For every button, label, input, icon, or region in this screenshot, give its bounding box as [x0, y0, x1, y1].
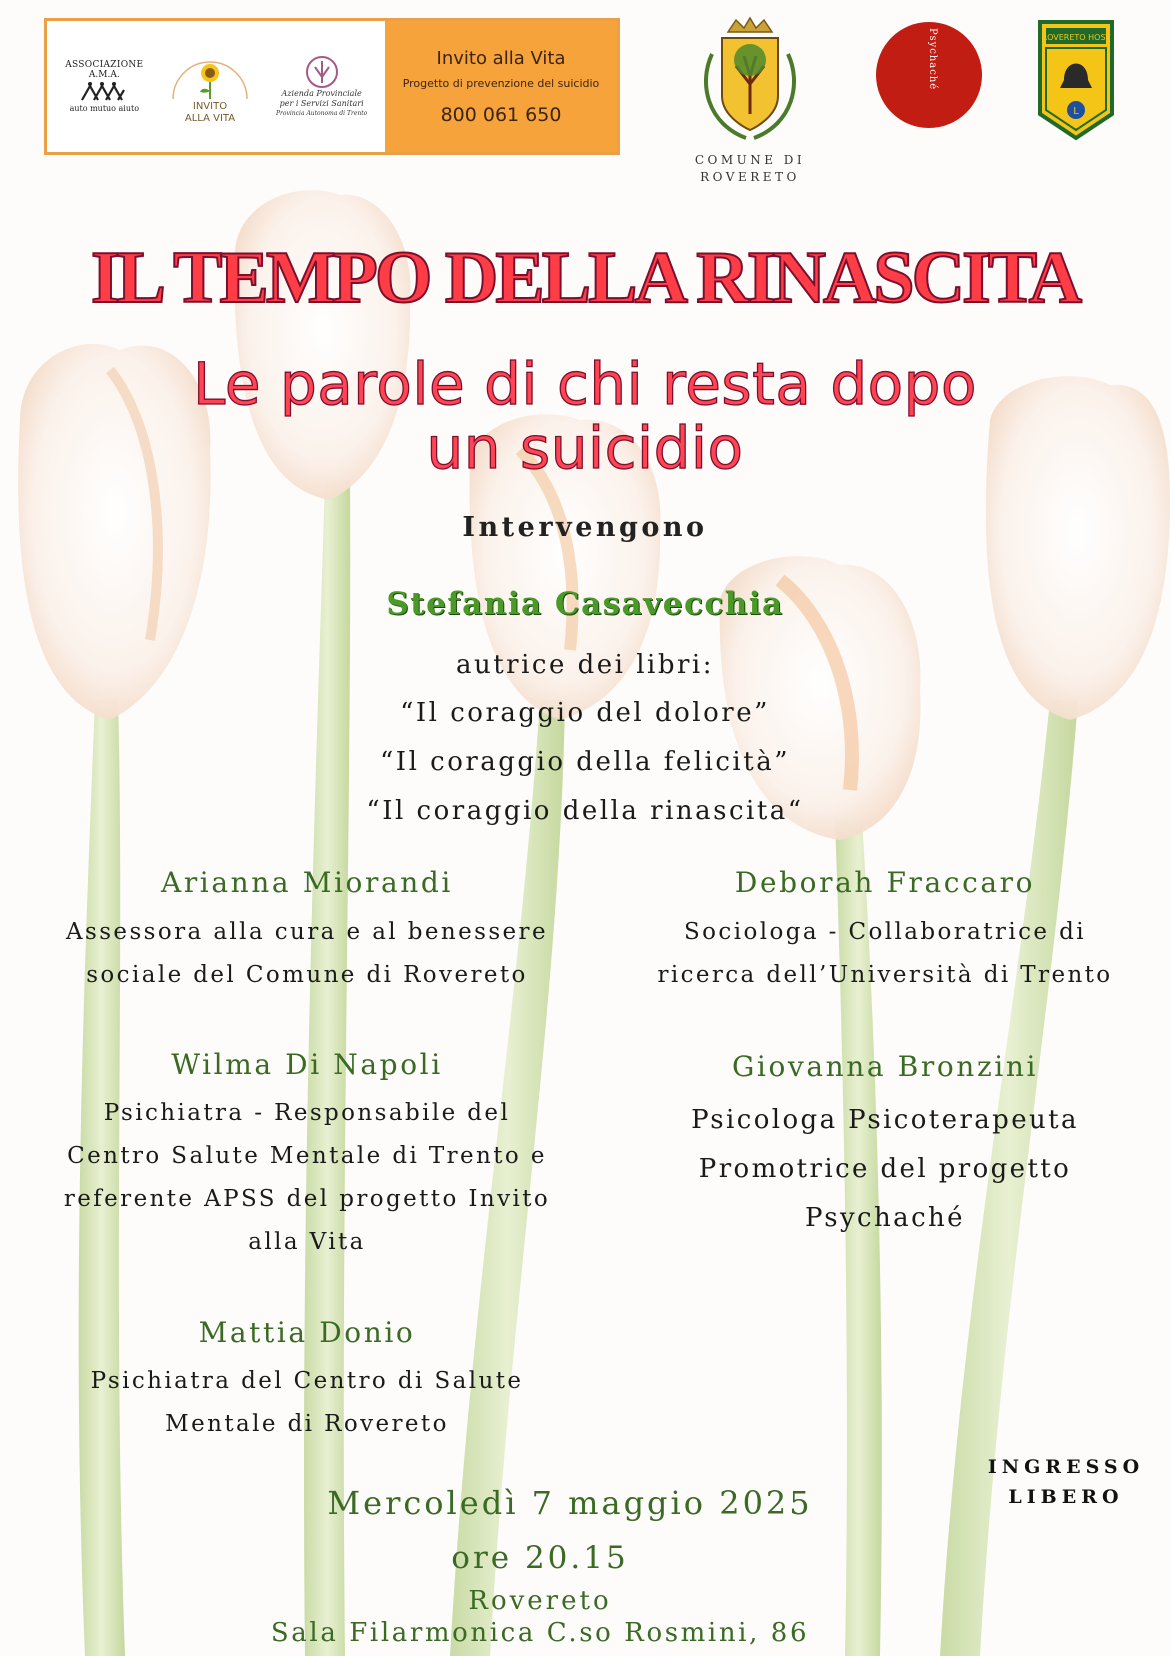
apss-logo: Azienda Provinciale per i Servizi Sanitari Provincia Autonoma di Trento: [274, 55, 370, 119]
helpline-phone-number[interactable]: 800 061 650: [440, 103, 562, 126]
speaker-role: Psicologa Psicoterapeuta Promotrice del progetto Psychaché: [691, 1105, 1079, 1233]
book-title: “Il coraggio della rinascita“: [366, 796, 804, 826]
speaker-name: Wilma Di Napoli: [171, 1048, 443, 1081]
speaker-role: Psichiatra del Centro di Salute Mentale di Rovereto: [90, 1368, 524, 1437]
people-chain-icon: [80, 80, 128, 102]
event-subtitle: Le parole di chi resta dopo un suicidio: [193, 350, 977, 482]
featured-speaker-role: autrice dei libri:: [455, 650, 715, 680]
event-venue: Sala Filarmonica C.so Rosmini, 86: [270, 1618, 810, 1648]
speaker-name: Mattia Donio: [198, 1316, 416, 1349]
comune-rovereto-coat-of-arms-icon: [688, 14, 812, 148]
psychache-logo-text: Psychaché: [927, 28, 938, 91]
ama-logo: ASSOCIAZIONE A.M.A. auto mutuo aiuto: [65, 60, 144, 113]
event-title: IL TEMPO DELLA RINASCITA: [90, 237, 1080, 319]
apss-emblem-icon: [305, 55, 339, 89]
comune-rovereto-label: COMUNE DI ROVERETO: [694, 153, 806, 184]
partner-logos: [47, 21, 385, 152]
book-title: “Il coraggio della felicità”: [380, 747, 790, 777]
featured-speaker-name: Stefania Casavecchia: [386, 586, 784, 622]
speaker-name: Deborah Fraccaro: [734, 866, 1036, 899]
invito-alla-vita-banner: [44, 18, 620, 155]
lions-club-shield-icon: [1036, 18, 1116, 142]
sunflower-icon: [169, 49, 251, 101]
event-time: ore 20.15: [451, 1540, 629, 1576]
speaker-name: Giovanna Bronzini: [731, 1050, 1039, 1083]
event-city: Rovereto: [468, 1586, 612, 1616]
speakers-intro: Intervengono: [462, 512, 708, 543]
banner-title: Invito alla Vita: [436, 47, 566, 69]
lions-club-text: ROVERETO HOST: [1041, 33, 1111, 42]
event-date: Mercoledì 7 maggio 2025: [327, 1484, 813, 1522]
speaker-role: Sociologa - Collaboratrice di ricerca dell’Università di Trento: [657, 919, 1113, 988]
invito-alla-vita-logo: INVITO ALLA VITA: [165, 49, 255, 125]
speaker-role: Assessora alla cura e al benessere sociale del Comune di Rovereto: [66, 919, 548, 988]
speaker-role: Psichiatra - Responsabile del Centro Salute Mentale di Trento e referente APSS del progetto Invito alla Vita: [63, 1100, 551, 1255]
free-entry-notice: INGRESSO LIBERO: [987, 1456, 1145, 1508]
helpline-panel: [385, 21, 617, 152]
speaker-name: Arianna Miorandi: [161, 866, 453, 899]
banner-subtitle: Progetto di prevenzione del suicidio: [402, 76, 600, 90]
svg-text:L: L: [1073, 106, 1079, 117]
book-title: “Il coraggio del dolore”: [400, 698, 770, 728]
